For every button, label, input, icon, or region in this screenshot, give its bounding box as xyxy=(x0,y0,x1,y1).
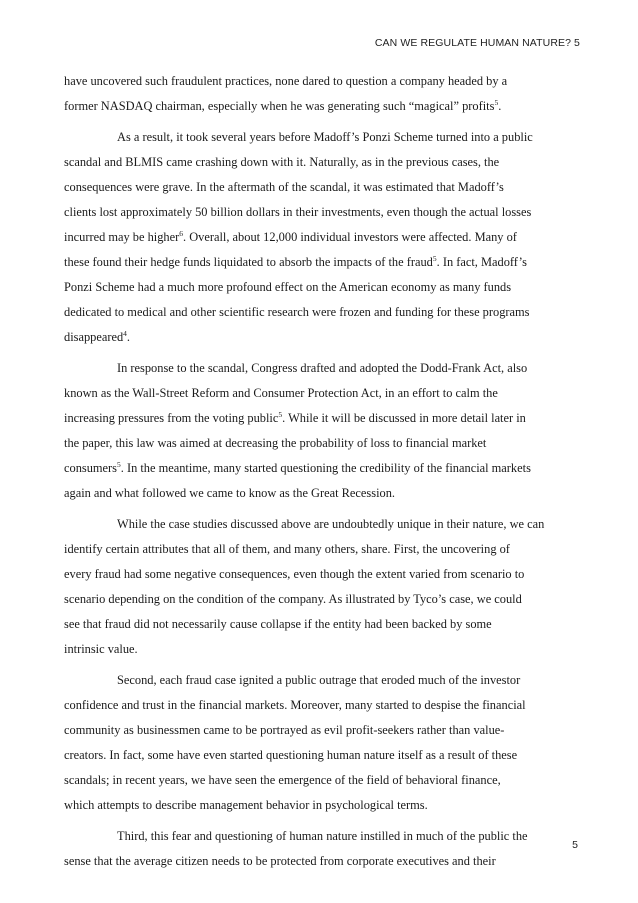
text-run: In response to the scandal, Congress drafted and adopted the Dodd-Frank Act, also xyxy=(117,361,528,375)
text-line xyxy=(64,849,574,874)
text-run: consequences were grave. In the aftermath of the scandal, it was estimated that Madoff’s xyxy=(64,180,504,194)
page-number: 5 xyxy=(572,839,578,851)
text-line xyxy=(64,381,574,406)
text-line xyxy=(64,612,574,637)
text-run: dedicated to medical and other scientific research were frozen and funding for these programs xyxy=(64,305,530,319)
text-run: . In fact, Madoff’s xyxy=(436,255,527,269)
text-line xyxy=(64,562,574,587)
text-run: As a result, it took several years before Madoff’s Ponzi Scheme turned into a public xyxy=(117,130,533,144)
text-line xyxy=(64,406,574,431)
text-run: again and what followed we came to know as the Great Recession. xyxy=(64,486,395,500)
text-run: these found their hedge funds liquidated to absorb the impacts of the fraud xyxy=(64,255,433,269)
text-line xyxy=(64,175,574,200)
text-run: confidence and trust in the financial markets. Moreover, many started to despise the financial xyxy=(64,698,526,712)
footnote-ref: 5 xyxy=(278,410,283,419)
paragraph xyxy=(64,125,574,350)
document-body xyxy=(64,69,574,880)
text-run: scandals; in recent years, we have seen the emergence of the field of behavioral finance, xyxy=(64,773,501,787)
text-line xyxy=(64,481,574,506)
footnote-ref: 5 xyxy=(117,460,121,469)
text-line xyxy=(64,69,574,94)
text-run: Second, each fraud case ignited a public outrage that eroded much of the investor xyxy=(117,673,521,687)
text-line xyxy=(64,150,574,175)
paragraph xyxy=(64,512,574,662)
footnote-ref: 5 xyxy=(494,98,499,107)
text-run: have uncovered such fraudulent practices, none dared to question a company headed by a xyxy=(64,74,508,88)
text-run: scandal and BLMIS came crashing down with it. Naturally, as in the previous cases, the xyxy=(64,155,500,169)
footnote-ref: 4 xyxy=(123,329,127,338)
text-line xyxy=(64,94,574,119)
text-run: sense that the average citizen needs to be protected from corporate executives and their xyxy=(64,854,496,868)
text-line xyxy=(64,200,574,225)
text-line xyxy=(64,587,574,612)
text-run: the paper, this law was aimed at decreasing the probability of loss to financial market xyxy=(64,436,487,450)
text-run: . While it will be discussed in more detail later in xyxy=(282,411,526,425)
text-line xyxy=(64,637,574,662)
text-run: identify certain attributes that all of them, and many others, share. First, the uncovering of xyxy=(64,542,510,556)
paragraph xyxy=(64,824,574,874)
text-line xyxy=(64,356,574,381)
footnote-ref: 5 xyxy=(432,254,437,263)
text-run: creators. In fact, some have even started questioning human nature itself as a result of these xyxy=(64,748,518,762)
footnote-ref: 6 xyxy=(179,229,184,238)
text-run: . In the meantime, many started questioning the credibility of the financial markets xyxy=(120,461,531,475)
text-line xyxy=(64,743,574,768)
text-run: incurred may be higher xyxy=(64,230,180,244)
text-line xyxy=(64,693,574,718)
text-line xyxy=(64,668,574,693)
text-line xyxy=(64,718,574,743)
running-header: CAN WE REGULATE HUMAN NATURE? 5 xyxy=(374,37,580,49)
text-run: consumers xyxy=(64,461,117,475)
text-line xyxy=(64,125,574,150)
text-line xyxy=(64,456,574,481)
text-line xyxy=(64,225,574,250)
text-run: increasing pressures from the voting public xyxy=(64,411,279,425)
text-run: community as businessmen came to be portrayed as evil profit-seekers rather than value- xyxy=(64,723,505,737)
text-line xyxy=(64,537,574,562)
paragraph xyxy=(64,69,574,119)
text-run: intrinsic value. xyxy=(64,642,138,656)
text-run: which attempts to describe management behavior in psychological terms. xyxy=(64,798,428,812)
text-line xyxy=(64,431,574,456)
text-line xyxy=(64,512,574,537)
text-line xyxy=(64,793,574,818)
text-run: every fraud had some negative consequences, even though the extent varied from scenario to xyxy=(64,567,525,581)
text-run: While the case studies discussed above are undoubtedly unique in their nature, we can xyxy=(117,517,545,531)
text-line xyxy=(64,325,574,350)
text-run: former NASDAQ chairman, especially when he was generating such “magical” profits xyxy=(64,99,495,113)
paragraph xyxy=(64,356,574,506)
text-run: scenario depending on the condition of the company. As illustrated by Tyco’s case, we could xyxy=(64,592,522,606)
text-run: known as the Wall-Street Reform and Consumer Protection Act, in an effort to calm the xyxy=(64,386,498,400)
text-line xyxy=(64,300,574,325)
text-run: . xyxy=(498,99,502,113)
text-run: Ponzi Scheme had a much more profound effect on the American economy as many funds xyxy=(64,280,512,294)
text-run: . Overall, about 12,000 individual investors were affected. Many of xyxy=(183,230,517,244)
text-run: disappeared xyxy=(64,330,124,344)
text-run: see that fraud did not necessarily cause collapse if the entity had been backed by some xyxy=(64,617,492,631)
text-line xyxy=(64,768,574,793)
text-run: Third, this fear and questioning of human nature instilled in much of the public the xyxy=(117,829,528,843)
text-run: . xyxy=(126,330,131,344)
text-line xyxy=(64,250,574,275)
paragraph xyxy=(64,668,574,818)
text-run: clients lost approximately 50 billion dollars in their investments, even though the actual losses xyxy=(64,205,532,219)
text-line xyxy=(64,275,574,300)
text-line xyxy=(64,824,574,849)
